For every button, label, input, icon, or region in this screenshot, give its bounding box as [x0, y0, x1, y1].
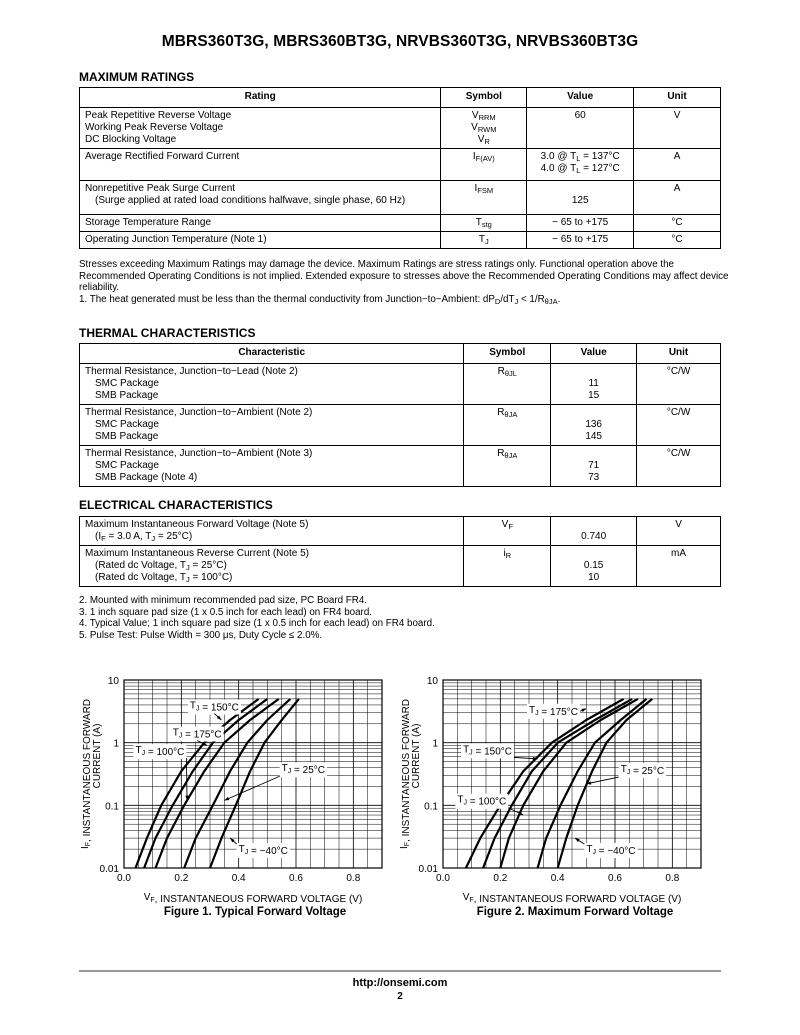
- cell-line: 3.0 @ $T_L = 137^\circ C$: [540, 151, 620, 163]
- figure-1-caption: Figure 1. Typical Forward Voltage: [163, 906, 347, 918]
- thermal-table: [79, 343, 721, 487]
- series-label: $T_J = 25^\circ C$: [281, 763, 326, 777]
- y-tick-label: 1: [113, 738, 119, 750]
- cell-line: (Rated dc Voltage, $T_J = 25^\circ C$): [95, 560, 227, 572]
- cell-line: (Surge applied at rated load conditions halfwave, single phase, 60 Hz): [95, 195, 406, 206]
- thermal-heading: THERMAL CHARACTERISTICS: [79, 326, 256, 340]
- table-cell: [80, 517, 464, 546]
- table-cell: [441, 108, 527, 149]
- label-leader: [224, 776, 279, 800]
- cell-line: 0.740: [581, 531, 607, 542]
- x-tick-label: 0.0: [436, 873, 450, 884]
- table-cell: [441, 232, 527, 249]
- y-tick-label: 0.01: [418, 864, 438, 875]
- cell-line: SMB Package (Note 4): [95, 472, 198, 483]
- cell-line: $T_J$: [478, 234, 489, 246]
- table-cell: [441, 149, 527, 181]
- table-cell: [527, 181, 634, 215]
- cell-line: 60: [574, 110, 586, 121]
- x-tick-label: 0.6: [289, 873, 303, 884]
- cell-line: Thermal Resistance, Junction−to−Ambient (Note 2): [85, 407, 313, 418]
- max-ratings-heading: MAXIMUM RATINGS: [79, 70, 195, 84]
- cell-line: Thermal Resistance, Junction−to−Lead (Note 2): [85, 366, 298, 377]
- series-line: [538, 699, 647, 868]
- cell-line: SMC Package: [95, 460, 159, 471]
- page-title: MBRS360T3G, MBRS360BT3G, NRVBS360T3G, NRVBS360BT3G: [161, 33, 639, 50]
- cell-line: Thermal Resistance, Junction−to−Ambient (Note 3): [85, 448, 313, 459]
- cell-line: SMC Package: [95, 419, 159, 430]
- cell-line: Nonrepetitive Peak Surge Current: [85, 183, 236, 194]
- cell-line: 4.0 @ $T_L = 127^\circ C$: [540, 163, 620, 175]
- cell-line: 15: [588, 390, 600, 401]
- x-tick-label: 0.8: [665, 873, 680, 884]
- x-axis-label: $V_F$, INSTANTANEOUS FORWARD VOLTAGE (V): [143, 892, 363, 904]
- label-arrowhead: [224, 797, 229, 800]
- note-1: 1. The heat generated must be less than the thermal conductivity from Junction−to−Ambient: $dP_D/dT_J < 1/R_{\theta JA}$.: [79, 294, 561, 306]
- max-ratings-col-symbol: Symbol: [441, 88, 527, 108]
- table-cell: [441, 215, 527, 232]
- max-ratings-col-value: Value: [527, 88, 634, 108]
- unit-cell: A: [634, 149, 721, 181]
- table-row: [80, 405, 721, 446]
- x-tick-label: 0.6: [608, 873, 622, 884]
- unit-cell: °C: [634, 215, 721, 232]
- y-axis-label-line2: CURRENT (A): [411, 723, 422, 789]
- series-label: $T_J = -40^\circ C$: [586, 844, 636, 858]
- y-tick-label: 10: [426, 676, 438, 687]
- cell-line: [556, 448, 631, 460]
- cell-line: 11: [588, 378, 599, 389]
- table-row: [80, 364, 721, 405]
- cell-line: [556, 366, 631, 378]
- x-tick-label: 0.4: [550, 873, 565, 884]
- series-label: $T_J = -40^\circ C$: [238, 844, 288, 858]
- label-arrowhead: [575, 838, 580, 842]
- table-cell: [80, 364, 464, 405]
- max-ratings-table: [79, 87, 721, 249]
- cell-line: − 65 to +175: [552, 234, 609, 245]
- cell-line: − 65 to +175: [552, 217, 609, 228]
- cell-line: 125: [571, 195, 589, 206]
- table-row: [80, 446, 721, 487]
- figure-1: [76, 664, 396, 909]
- y-axis-label: $I_F$, INSTANTANEOUS FORWARD: [80, 698, 93, 850]
- table-cell: °C/W: [637, 364, 721, 405]
- table-cell: [551, 364, 637, 405]
- cell-line: [556, 407, 631, 419]
- cell-line: ($I_F = 3.0$ A, $T_J = 25^\circ C$): [95, 531, 193, 543]
- table-row: [80, 546, 721, 587]
- cell-line: [556, 548, 631, 560]
- table-cell: [80, 232, 441, 249]
- electrical-table: [79, 516, 721, 587]
- table-cell: [80, 181, 441, 215]
- footnote: 4. Typical Value; 1 inch square pad size (1 x 0.5 inch for each lead) on FR4 board.: [79, 618, 435, 629]
- max-ratings-col-unit: Unit: [634, 88, 721, 108]
- table-cell: °C/W: [637, 405, 721, 446]
- x-tick-label: 0.2: [493, 873, 508, 884]
- cell-line: Maximum Instantaneous Forward Voltage (Note 5): [85, 519, 309, 530]
- table-cell: $R_{\theta JL}$: [464, 364, 551, 405]
- y-tick-label: 0.01: [99, 864, 119, 875]
- table-cell: °C/W: [637, 446, 721, 487]
- footer-url[interactable]: http://onsemi.com: [352, 977, 448, 989]
- table-cell: [80, 108, 441, 149]
- cell-line: Working Peak Reverse Voltage: [85, 122, 224, 133]
- series-label: $T_J = 150^\circ C$: [463, 744, 512, 758]
- table-row: [80, 108, 721, 149]
- series-label: $T_J = 175^\circ C$: [529, 704, 578, 718]
- table-row: [80, 181, 721, 215]
- cell-line: SMC Package: [95, 378, 159, 389]
- table-cell: mA: [637, 546, 721, 587]
- thermal-col-symbol: Symbol: [464, 344, 551, 364]
- cell-line: 10: [588, 572, 600, 583]
- thermal-col-unit: Unit: [637, 344, 721, 364]
- label-leader: [586, 777, 618, 784]
- unit-cell: V: [634, 108, 721, 149]
- series-label: $T_J = 100^\circ C$: [457, 794, 507, 808]
- cell-line: $T_{stg}$: [475, 217, 492, 229]
- table-cell: V: [637, 517, 721, 546]
- cell-line: SMB Package: [95, 390, 159, 401]
- table-row: [80, 149, 721, 181]
- table-cell: [441, 181, 527, 215]
- cell-line: DC Blocking Voltage: [85, 134, 177, 145]
- electrical-heading: ELECTRICAL CHARACTERISTICS: [79, 498, 273, 512]
- chart-2-svg: [395, 664, 720, 904]
- cell-line: Storage Temperature Range: [85, 217, 212, 228]
- cell-line: (Rated dc Voltage, $T_J = 100^\circ C$): [95, 572, 233, 584]
- table-cell: [80, 215, 441, 232]
- footnote: 5. Pulse Test: Pulse Width = 300 μs, Duty Cycle ≤ 2.0%.: [79, 629, 323, 641]
- x-tick-label: 0.2: [174, 873, 189, 884]
- chart-1-svg: [76, 664, 396, 904]
- table-row: [80, 215, 721, 232]
- table-cell: [80, 405, 464, 446]
- table-cell: $R_{\theta JA}$: [464, 446, 551, 487]
- table-cell: [80, 446, 464, 487]
- footnote: 3. 1 inch square pad size (1 x 0.5 inch for each lead) on FR4 board.: [79, 606, 372, 618]
- cell-line: Maximum Instantaneous Reverse Current (Note 5): [85, 548, 309, 559]
- series-label: $T_J = 175^\circ C$: [172, 727, 222, 741]
- footer-divider: [79, 970, 721, 972]
- cell-line: SMB Package: [95, 431, 159, 442]
- cell-line: 145: [585, 431, 602, 442]
- cell-line: $V_{RWM}$: [471, 122, 497, 134]
- cell-line: Peak Repetitive Reverse Voltage: [85, 110, 232, 121]
- footnote: 2. Mounted with minimum recommended pad size, PC Board FR4.: [79, 595, 368, 606]
- cell-line: $V_{RRM}$: [471, 110, 496, 122]
- table-cell: [527, 232, 634, 249]
- cell-line: 136: [585, 419, 602, 430]
- cell-line: $I_{FSM}$: [474, 183, 494, 195]
- table-cell: [527, 215, 634, 232]
- cell-line: 0.15: [583, 560, 604, 571]
- table-row: [80, 232, 721, 249]
- series-label: $T_J = 25^\circ C$: [620, 764, 665, 778]
- x-tick-label: 0.0: [117, 873, 131, 884]
- table-cell: [80, 546, 464, 587]
- table-cell: [527, 108, 634, 149]
- page-number: 2: [397, 991, 403, 1002]
- cell-line: Average Rectified Forward Current: [85, 151, 240, 162]
- table-cell: $V_F$: [464, 517, 551, 546]
- thermal-col-characteristic: Characteristic: [80, 344, 464, 364]
- unit-cell: A: [634, 181, 721, 215]
- max-ratings-col-rating: Rating: [80, 88, 441, 108]
- table-cell: [80, 149, 441, 181]
- x-tick-label: 0.8: [346, 873, 361, 884]
- electrical-notes: [79, 595, 729, 641]
- series-label: $T_J = 150^\circ C$: [189, 700, 239, 714]
- cell-line: $V_R$: [477, 134, 490, 146]
- table-cell: $R_{\theta JA}$: [464, 405, 551, 446]
- table-cell: [551, 517, 637, 546]
- table-cell: [551, 446, 637, 487]
- y-axis-label: $I_F$, INSTANTANEOUS FORWARD: [399, 698, 412, 850]
- cell-line: 71: [588, 460, 600, 471]
- figure-2-caption: Figure 2. Maximum Forward Voltage: [476, 906, 674, 918]
- table-cell: $i_R$: [464, 546, 551, 587]
- series-line: [184, 699, 290, 868]
- stress-note: Stresses exceeding Maximum Ratings may damage the device. Maximum Ratings are stress ratings only. Functional operation above the Recommended Operating Conditions is not implied. Extended exposure to stresses above the Recommended Operating Conditions may affect device reliability.: [79, 259, 729, 293]
- x-axis-label: $V_F$, INSTANTANEOUS FORWARD VOLTAGE (V): [462, 892, 682, 904]
- cell-line: 73: [588, 472, 600, 483]
- series-label: $T_J = 100^\circ C$: [135, 745, 185, 759]
- x-tick-label: 0.4: [231, 873, 246, 884]
- table-cell: [527, 149, 634, 181]
- y-tick-label: 10: [107, 676, 119, 687]
- y-axis-label-line2: CURRENT (A): [92, 723, 103, 789]
- y-tick-label: 0.1: [424, 801, 438, 813]
- table-row: [80, 517, 721, 546]
- cell-line: [556, 519, 631, 531]
- thermal-col-value: Value: [551, 344, 637, 364]
- y-tick-label: 1: [432, 738, 438, 750]
- cell-line: $I_{F(AV)}$: [472, 151, 495, 163]
- figure-2: [395, 664, 720, 909]
- table-cell: [551, 546, 637, 587]
- y-tick-label: 0.1: [105, 801, 119, 813]
- label-arrowhead: [581, 709, 586, 712]
- cell-line: Operating Junction Temperature (Note 1): [85, 234, 267, 245]
- table-cell: [551, 405, 637, 446]
- unit-cell: °C: [634, 232, 721, 249]
- cell-line: [532, 183, 628, 195]
- series-line: [144, 699, 267, 868]
